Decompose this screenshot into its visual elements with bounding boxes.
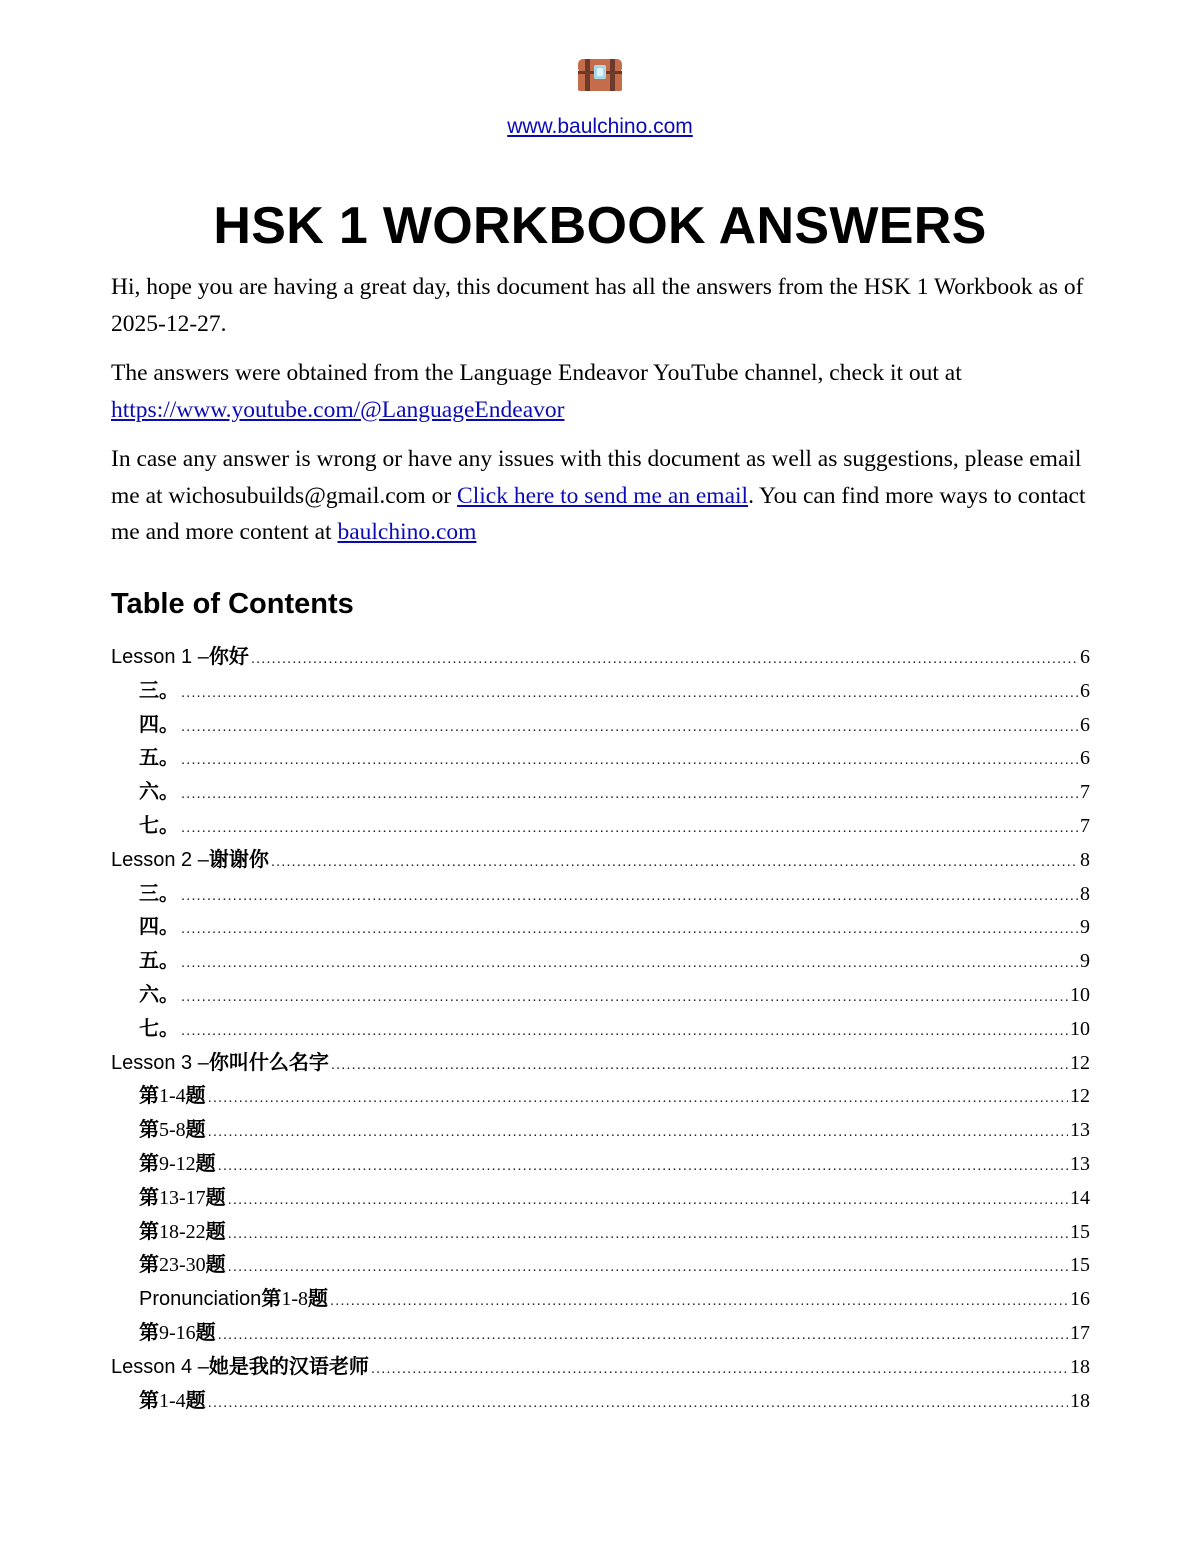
toc-entry-label: 五。 xyxy=(139,745,179,770)
toc-leader-dots xyxy=(218,1149,1068,1183)
toc-entry-label: 第 xyxy=(139,1218,159,1243)
toc-entry-label: 第 xyxy=(139,1252,159,1277)
toc-leader-dots xyxy=(331,1048,1068,1082)
toc-entry-label: 七。 xyxy=(139,1015,179,1040)
toc-entry-number: 1-4 xyxy=(159,1389,186,1412)
toc-entry-label: 五。 xyxy=(139,948,179,973)
toc-entry-label: 谢谢你 xyxy=(208,846,269,871)
toc-entry-label: 六。 xyxy=(139,779,179,804)
toc-entry-number: 9-16 xyxy=(159,1321,196,1344)
toc-entry-page: 9 xyxy=(1080,950,1090,973)
toc-entry-label: 第 xyxy=(139,1184,159,1209)
toc-entry-page: 9 xyxy=(1080,916,1090,939)
toc-entry-page: 13 xyxy=(1070,1119,1090,1142)
toc-entry[interactable] xyxy=(111,708,1090,742)
toc-leader-dots xyxy=(181,676,1078,710)
table-of-contents xyxy=(111,640,1090,1417)
toc-leader-dots xyxy=(181,912,1078,946)
toc-entry[interactable] xyxy=(111,877,1090,911)
toc-leader-dots xyxy=(181,946,1078,980)
toc-entry-label: 你好 xyxy=(208,644,249,668)
toc-entry-page: 10 xyxy=(1070,983,1090,1006)
toc-entry-page: 12 xyxy=(1070,1085,1090,1108)
intro-paragraph-2-text: The answers were obtained from the Language Endeavor YouTube channel, check it out at xyxy=(111,360,962,386)
toc-entry-label-suffix: 题 xyxy=(307,1286,328,1311)
toc-leader-dots xyxy=(181,1014,1068,1048)
toc-entry-page: 7 xyxy=(1080,814,1090,837)
toc-leader-dots xyxy=(271,845,1078,879)
toc-entry-page: 15 xyxy=(1070,1220,1090,1243)
toc-entry[interactable] xyxy=(111,1215,1090,1249)
toc-entry[interactable] xyxy=(111,1316,1090,1350)
toc-entry-page: 16 xyxy=(1070,1288,1090,1311)
toc-entry-label: 第 xyxy=(139,1387,159,1412)
toc-entry[interactable] xyxy=(111,775,1090,809)
toc-entry-number: 18-22 xyxy=(159,1220,206,1243)
toc-entry[interactable] xyxy=(111,1079,1090,1113)
intro-paragraph-3-text-a: In case any answer is wrong or have any issues with this document as well as suggestions, please email me at wichosubuilds@gmail.com or xyxy=(111,446,1082,509)
toc-entry-prefix: Lesson 1 – xyxy=(111,646,209,668)
toc-entry-page: 17 xyxy=(1070,1321,1090,1344)
toc-entry-page: 18 xyxy=(1070,1389,1090,1412)
toc-entry-label: 第 xyxy=(139,1150,159,1175)
toc-entry[interactable] xyxy=(111,741,1090,775)
toc-leader-dots xyxy=(181,743,1078,777)
toc-entry-number: 23-30 xyxy=(159,1254,206,1277)
document-title: HSK 1 WORKBOOK ANSWERS xyxy=(213,197,987,255)
toc-title: Table of Contents xyxy=(111,588,354,620)
toc-entry-page: 6 xyxy=(1080,679,1090,702)
toc-entry-page: 12 xyxy=(1070,1051,1090,1074)
toc-entry-label: 她是我的汉语老师 xyxy=(208,1353,369,1378)
toc-entry[interactable] xyxy=(111,1350,1090,1384)
toc-leader-dots xyxy=(181,777,1078,811)
toc-entry-label-suffix: 题 xyxy=(185,1387,206,1412)
toc-entry-page: 6 xyxy=(1080,713,1090,736)
toc-entry-label-suffix: 题 xyxy=(205,1184,226,1209)
toc-entry-prefix: Lesson 2 – xyxy=(111,848,209,871)
toc-entry-page: 8 xyxy=(1080,848,1090,871)
toc-leader-dots xyxy=(228,1250,1068,1284)
toc-entry-label: 三。 xyxy=(139,677,179,702)
toc-leader-dots xyxy=(208,1115,1068,1149)
toc-entry-page: 13 xyxy=(1070,1152,1090,1175)
toc-entry[interactable] xyxy=(111,1012,1090,1046)
toc-entry-label-suffix: 题 xyxy=(185,1117,206,1142)
treasure-chest-icon xyxy=(576,57,624,93)
toc-entry-page: 7 xyxy=(1080,781,1090,804)
toc-leader-dots xyxy=(371,1352,1068,1386)
toc-entry-label-suffix: 题 xyxy=(195,1150,216,1175)
toc-entry-label-suffix: 题 xyxy=(205,1252,226,1277)
toc-leader-dots xyxy=(208,1081,1068,1115)
intro-paragraph-3 xyxy=(111,441,1096,551)
toc-entry-prefix: Pronunciation xyxy=(139,1288,262,1311)
toc-entry-number: 5-8 xyxy=(159,1119,186,1142)
baulchino-link[interactable]: baulchino.com xyxy=(337,519,477,545)
site-link[interactable]: www.baulchino.com xyxy=(507,115,693,138)
intro-paragraph-2 xyxy=(111,355,1096,428)
toc-entry-page: 6 xyxy=(1080,646,1090,668)
toc-leader-dots xyxy=(218,1318,1068,1352)
toc-entry-page: 15 xyxy=(1070,1254,1090,1277)
toc-entry[interactable] xyxy=(111,1282,1090,1316)
toc-entry-label: 七。 xyxy=(139,812,179,837)
toc-entry[interactable] xyxy=(111,640,1090,674)
toc-entry-page: 14 xyxy=(1070,1186,1090,1209)
toc-entry-label-suffix: 题 xyxy=(205,1218,226,1243)
intro-paragraph-1: Hi, hope you are having a great day, this document has all the answers from the HSK 1 Workbook as of 2025-12-27. xyxy=(111,274,1084,337)
youtube-link[interactable]: https://www.youtube.com/@LanguageEndeavor xyxy=(111,396,565,423)
toc-leader-dots xyxy=(251,642,1078,676)
toc-entry-label: 第 xyxy=(139,1117,159,1142)
toc-entry[interactable] xyxy=(111,944,1090,978)
logo xyxy=(0,57,1200,98)
toc-leader-dots xyxy=(228,1217,1068,1251)
toc-entry-label: 第 xyxy=(139,1083,159,1108)
toc-entry-label: 四。 xyxy=(139,711,179,736)
toc-entry[interactable] xyxy=(111,1384,1090,1418)
toc-entry-label: 第 xyxy=(139,1319,159,1344)
toc-entry[interactable] xyxy=(111,1181,1090,1215)
toc-entry[interactable] xyxy=(111,1147,1090,1181)
toc-entry-label: 四。 xyxy=(139,914,179,939)
toc-entry-number: 13-17 xyxy=(159,1186,206,1209)
toc-entry-label-suffix: 题 xyxy=(185,1083,206,1108)
toc-entry-label-suffix: 题 xyxy=(195,1319,216,1344)
toc-entry-label: 三。 xyxy=(139,880,179,905)
toc-leader-dots xyxy=(181,710,1078,744)
email-link[interactable]: Click here to send me an email xyxy=(457,482,749,509)
toc-entry[interactable] xyxy=(111,809,1090,843)
toc-entry-number: 9-12 xyxy=(159,1152,196,1175)
toc-entry[interactable] xyxy=(111,910,1090,944)
toc-entry-number: 1-8 xyxy=(281,1288,308,1311)
toc-entry-label: 六。 xyxy=(139,981,179,1006)
toc-entry-page: 18 xyxy=(1070,1355,1090,1378)
toc-leader-dots xyxy=(330,1284,1068,1318)
toc-entry-label: 第 xyxy=(261,1286,282,1311)
toc-leader-dots xyxy=(208,1386,1068,1420)
toc-leader-dots xyxy=(181,980,1068,1014)
toc-entry[interactable] xyxy=(111,674,1090,708)
toc-entry-page: 8 xyxy=(1080,882,1090,905)
toc-entry[interactable] xyxy=(111,1046,1090,1080)
toc-leader-dots xyxy=(181,879,1078,913)
toc-entry[interactable] xyxy=(111,1113,1090,1147)
toc-leader-dots xyxy=(228,1183,1068,1217)
toc-leader-dots xyxy=(181,811,1078,845)
toc-entry-label: 你叫什么名字 xyxy=(208,1049,329,1074)
toc-entry[interactable] xyxy=(111,978,1090,1012)
toc-entry-number: 1-4 xyxy=(159,1085,186,1108)
toc-entry-prefix: Lesson 3 – xyxy=(111,1051,209,1074)
toc-entry[interactable] xyxy=(111,1248,1090,1282)
toc-entry[interactable] xyxy=(111,843,1090,877)
toc-entry-page: 6 xyxy=(1080,747,1090,770)
intro-paragraph-3-text-b: . You can find more ways to contact me and more content at xyxy=(111,482,1086,545)
toc-entry-page: 10 xyxy=(1070,1017,1090,1040)
toc-entry-prefix: Lesson 4 – xyxy=(111,1355,209,1378)
